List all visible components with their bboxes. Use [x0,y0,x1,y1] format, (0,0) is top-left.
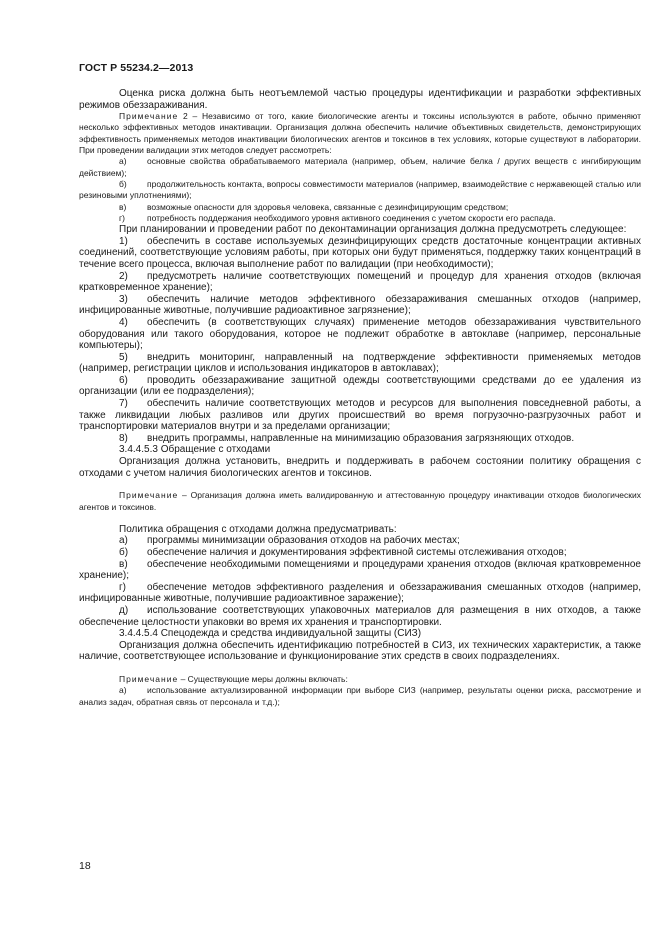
planning-item [79,398,641,433]
note-text: – Существующие меры должны включать: [178,673,348,684]
note-text: 2 – Независимо от того, какие биологические агенты и токсины используются в работе, обычно применяют несколько эффективных методов инактивации. Организация должна обеспечить наличие объективных свидетельств, демонстрирующих эффективность применяемых методов инактивации биологических агентов и токсинов в тех условиях, которые существуют в лаборатории. При проведении валидации этих методов следует рассмотреть: [79,111,641,156]
item-text: предусмотреть наличие соответствующих помещений и процедур для хранения отходов (включая кратковременное хранение); [79,270,641,294]
spacer [79,513,641,524]
planning-intro: При планировании и проведении работ по деконтаминации организация должна предусмотреть следующее: [119,224,627,236]
section-text-waste: Организация должна установить, внедрить и поддерживать в рабочем состоянии политику обращения с отходами с учетом наличия биологических агентов и токсинов. [79,456,641,479]
item-text: внедрить программы, направленные на минимизацию образования загрязняющих отходов. [147,432,575,444]
item-marker: 4) [119,316,128,328]
item-marker: 2) [119,270,128,282]
section-text-ppe: Организация должна обеспечить идентификацию потребностей в СИЗ, их технических характеристик, а также наличие, соответствующее использование и функционирование этих средств в своих подразделениях. [79,639,641,663]
note-waste [79,490,641,513]
section-title-ppe: 3.4.4.5.4 Спецодежда и средства индивидуальной защиты (СИЗ) [119,628,422,640]
note-2-item [79,213,641,224]
planning-item [79,236,641,271]
planning-item [79,294,641,317]
note-ppe [79,674,641,685]
note-2-item [79,179,641,202]
item-text: обеспечение необходимыми помещениями и процедурами хранения отходов (включая кратковременное хранение); [79,558,641,582]
item-marker: г) [119,212,125,223]
item-marker: 3) [119,293,128,305]
item-text: потребность поддержания необходимого уровня активного соединения с учетом скорости его распада. [147,212,556,223]
policy-item [79,605,641,628]
item-marker: а) [119,535,128,547]
page-number: 18 [79,860,91,872]
note-2-item [79,202,641,213]
document-header: ГОСТ Р 55234.2—2013 [79,62,194,74]
item-text: использование актуализированной информации при выборе СИЗ (например, результаты оценки риска, рассмотрение и анализ задач, обратная связь от персонала и т.д.); [79,685,641,707]
item-marker: 7) [119,398,128,410]
planning-item [79,271,641,294]
note-label: Примечание [119,111,179,122]
item-text: возможные опасности для здоровья человека, связанные с дезинфицирующим средством; [147,201,509,212]
policy-item [79,582,641,605]
item-text: обеспечение наличия и документирования эффективной системы отслеживания отходов; [147,547,567,558]
note-ppe-item [79,685,641,708]
item-text: проводить обеззараживание защитной одежды соответствующими средствами до ее удаления из организации (или ее подразделения); [79,374,641,398]
note-2 [79,111,641,156]
item-text: обеспечить в составе используемых дезинфицирующих средств достаточные концентрации активных соединений, соответствующие условиям работы, при которых они будут применяться, поддержку таких концентраций в течение всего процесса, включая выполнение работ по валидации (при необходимости); [79,235,641,270]
note-2-item [79,156,641,179]
item-text: продолжительность контакта, вопросы совместимости материалов (например, взаимодействие с нержавеющей сталью или резиновыми уплотнениями); [79,178,641,201]
item-text: обеспечение методов эффективного разделения и обеззараживания смешанных отходов (например, инфицированные животные, получившие радиоактивное заражение); [79,581,641,605]
policy-intro: Политика обращения с отходами должна предусматривать: [119,523,397,535]
note-label: Примечание [119,673,179,684]
item-text: обеспечить наличие соответствующих методов и ресурсов для выполнения повседневной работы, а также ликвидации любых разливов или других происшествий во время погрузочно-разгрузочных работ и транспортировки материалов внутри и за пределами организации; [79,398,641,433]
item-marker: 6) [119,374,128,386]
planning-item [79,375,641,398]
item-marker: б) [119,178,127,189]
item-marker: в) [119,201,127,212]
item-marker: 5) [119,351,128,363]
item-text: основные свойства обрабатываемого материала (например, объем, наличие белка / других веществ с ингибирующим действием); [79,156,641,178]
item-text: внедрить мониторинг, направленный на подтверждение эффективности применяемых методов (например, регистрации циклов и использования индикаторов в автоклавах); [79,351,641,375]
policy-item [79,547,641,559]
planning-item [79,433,641,445]
spacer [79,663,641,674]
item-text: использование соответствующих упаковочных материалов для размещения в них отходов, а также обеспечение целостности упаковки во время их хранения и транспортировки. [79,604,641,628]
policy-item [79,559,641,582]
note-label: Примечание [119,490,179,501]
section-title-waste: 3.4.4.5.3 Обращение с отходами [119,444,271,456]
item-marker: г) [119,581,126,593]
page-body [79,88,641,708]
item-marker: а) [119,685,127,696]
policy-item [79,535,641,547]
item-marker: д) [119,604,129,616]
item-text: программы минимизации образования отходов на рабочих местах; [147,535,460,547]
note-text: – Организация должна иметь валидированную и аттестованную процедуру инактивации отходов биологических агентов и токсинов. [79,490,641,512]
intro-paragraph: Оценка риска должна быть неотъемлемой частью процедуры идентификации и разработки эффективных режимов обеззараживания. [79,88,641,111]
item-marker: б) [119,547,129,558]
item-marker: в) [119,558,128,570]
spacer [79,479,641,490]
item-marker: а) [119,156,127,167]
planning-item [79,352,641,375]
item-text: обеспечить наличие методов эффективного обеззараживания смешанных отходов (например, инфицированные животные, получившие радиоактивное загрязнение); [79,293,641,317]
item-marker: 1) [119,235,128,247]
planning-item [79,317,641,352]
item-text: обеспечить (в соответствующих случаях) применение методов обеззараживания чувствительного оборудования или такого оборудования, которое не подлежит обработке в автоклаве (например, персональные компьютеры); [79,316,641,352]
item-marker: 8) [119,432,128,444]
